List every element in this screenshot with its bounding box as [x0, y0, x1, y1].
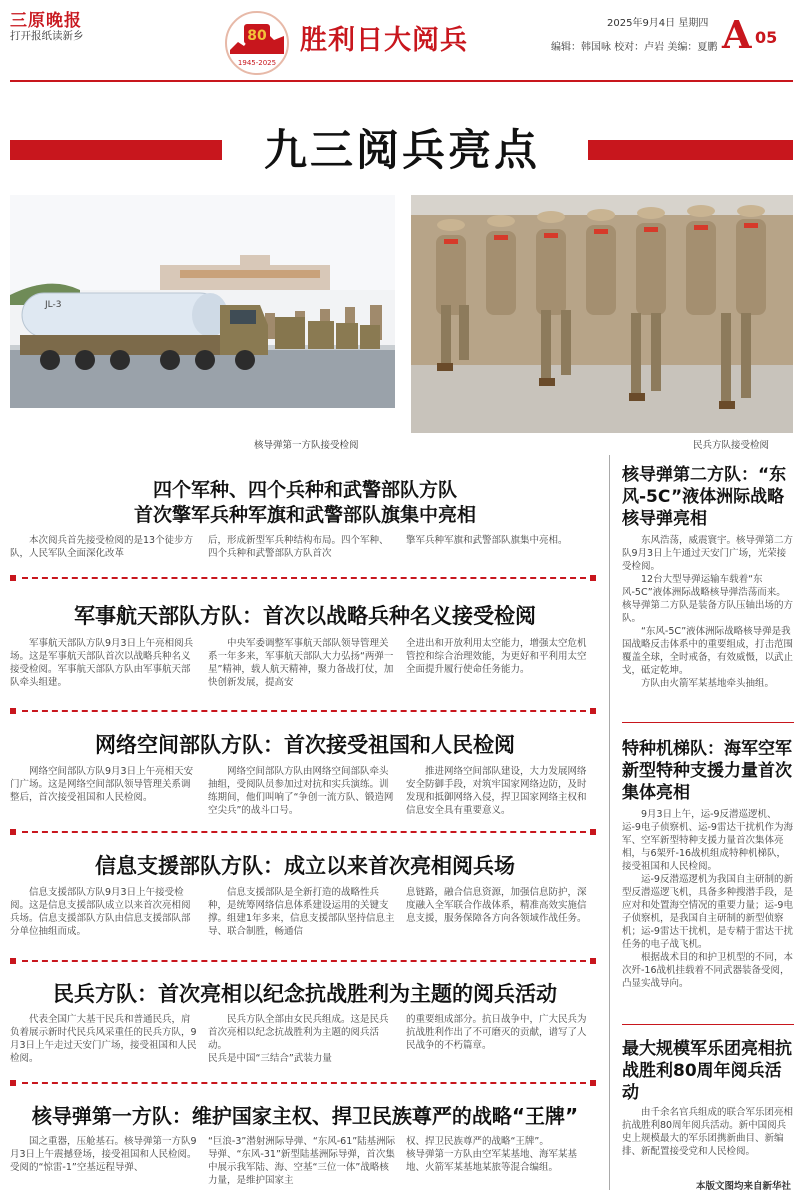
- sidebar-headline: 核导弹第二方队：“东风-5C”液体洲际战略核导弹亮相: [622, 465, 787, 529]
- editor-credits: 编辑：韩国咏 校对：卢岩 美编：夏鹏: [551, 42, 718, 53]
- masthead-slogan: 打开报纸读新乡: [10, 30, 84, 42]
- article-separator: [22, 710, 586, 712]
- separator-dot: [590, 958, 596, 964]
- article-column: 后，形成新型军兵种结构布局。四个军种、四个兵种和武警部队方队首次: [208, 535, 389, 559]
- separator-dot: [10, 575, 16, 581]
- separator-dot: [590, 1080, 596, 1086]
- masthead-logo: 三原晚报: [10, 11, 82, 31]
- article-column: 军事航天部队方队9月3日上午亮相阅兵场。这是军事航天部队首次以战略兵种名义接受检阅。军事航天部队方队由军事航天部队牵头组建。: [10, 638, 194, 688]
- sidebar-separator: [622, 1024, 794, 1025]
- article-headline: 网络空间部队方队：首次接受祖国和人民检阅: [95, 733, 515, 757]
- article-column: 全进出和开放利用太空能力，增强太空危机管控和综合治理效能，为更好和平利用太空全面提升履行使命任务能力。: [406, 638, 587, 675]
- article-column: 息链路，融合信息资源，加强信息防护，深度融入全军联合作战体系，精准高效实施信息支援，服务保障各方向各领域作战任务。: [406, 887, 587, 924]
- article-column: 代表全国广大基干民兵和普通民兵，肩负着展示新时代民兵风采重任的民兵方队，9月3日上午走过天安门广场，接受祖国和人民检阅。: [10, 1014, 197, 1064]
- separator-dot: [590, 708, 596, 714]
- header-rule: [10, 80, 793, 82]
- article-column: 信息支援部队是全新打造的战略性兵种，是统筹网络信息体系建设运用的关键支撑。组建1年多来，信息支援部队坚持信息主导、联合制胜，畅通信: [208, 887, 395, 937]
- page-letter: A: [722, 12, 752, 57]
- article-separator: [22, 831, 586, 833]
- article-column: 民兵方队全部由女民兵组成。这是民兵首次亮相以纪念抗战胜利为主题的阅兵活动。 民兵是中国“三结合”武装力量: [208, 1014, 389, 1064]
- article-headline: 军事航天部队方队：首次以战略兵种名义接受检阅: [74, 604, 536, 628]
- photo-credit: 本版文图均来自新华社: [695, 1181, 791, 1192]
- article-column: 权、捍卫民族尊严的战略“王牌”。 核导弹第一方队由空军某基地、海军某基地、火箭军某基地某旅等混合编组。: [406, 1136, 578, 1173]
- article-column: 网络空间部队方队由网络空间部队牵头抽组，受阅队员参加过对抗和实兵演练。训练期间，他们叫响了“争创一流方队、锻造网空尖兵”的战斗口号。: [208, 766, 394, 816]
- separator-dot: [10, 958, 16, 964]
- sidebar-headline: 最大规模军乐团亮相抗战胜利80周年阅兵活动: [622, 1039, 792, 1103]
- separator-dot: [590, 575, 596, 581]
- separator-dot: [10, 829, 16, 835]
- left-photo-caption: 核导弹第一方队接受检阅: [254, 440, 359, 451]
- victory-80-emblem: [224, 10, 290, 76]
- article-column: 擎军兵种军旗和武警部队旗集中亮相。: [406, 535, 568, 546]
- article-column: 中央军委调整军事航天部队领导管理关系一年多来，军事航天部队大力弘扬“两弹一星”精神，载人航天精神，聚力备战打仗，加快创新发展，提高安: [208, 638, 394, 688]
- militia-photo: [411, 195, 793, 433]
- emblem-years: 1945-2025: [237, 59, 277, 67]
- section-title: 胜利日大阅兵: [300, 25, 468, 56]
- sidebar-headline: 特种机梯队：海军空军新型特种支援力量首次集体亮相: [622, 739, 792, 803]
- separator-dot: [590, 829, 596, 835]
- banner-bar-left: [10, 140, 222, 160]
- separator-dot: [10, 1080, 16, 1086]
- sidebar-body: 东风浩荡，威震寰宇。核导弹第二方队9月3日上午通过天安门广场，光荣接受检阅。 12台大型导弹运输车载着“东风-5C”液体洲际战略核导弹浩荡而来。核导弹第二方队是装备方队压轴出场的方队。 “东风-5C”液体洲际战略核导弹是我国战略反击体系中的重要组成，打击范围覆盖全球，全时戒备，有效威慑，以武止戈，砥定乾坤。 方队由火箭军某基地牵头抽组。: [622, 535, 794, 689]
- page-number: 05: [755, 28, 778, 47]
- banner-title: 九三阅兵亮点: [264, 126, 540, 176]
- article-column: “巨浪-3”潜射洲际导弹、“东风-61”陆基洲际导弹、“东风-31”新型陆基洲际导弹，首次集中展示我军陆、海、空基“三位一体”战略核力量，是维护国家主: [208, 1136, 396, 1186]
- article-column: 本次阅兵首先接受检阅的是13个徒步方队，人民军队全面深化改革: [10, 535, 194, 559]
- banner-bar-right: [588, 140, 793, 160]
- article-separator: [22, 960, 586, 962]
- sidebar-body: 9月3日上午，运-9反潜巡逻机、运-9电子侦察机、运-9雷达干扰机作为海军、空军新型特种支援力量首次集体亮相，与6架歼-16战机组成特种机梯队，接受祖国和人民检阅。 运-9反潜巡逻机为我国自主研制的新型反潜巡逻飞机，具备多种搜潜手段，是应对和处置海空情况的重要力量；运-9电子侦察机，是我国自主研制的新型侦察机；运-9雷达干扰机，是专精于雷达干扰任务的电子战飞机。 根据战术目的和护卫机型的不同，本次歼-16战机挂载着不同武器装备受阅，凸显实战导向。: [622, 809, 794, 989]
- issue-date: 2025年9月4日 星期四: [607, 18, 709, 29]
- sidebar-body: 由千余名官兵组成的联合军乐团亮相抗战胜利80周年阅兵活动。新中国阅兵史上规模最大的军乐团携新曲目、新编排、新配置接受党和人民检阅。: [622, 1107, 794, 1157]
- article-separator: [22, 1082, 586, 1084]
- right-photo-caption: 民兵方队接受检阅: [693, 440, 770, 451]
- sidebar-separator: [622, 722, 794, 723]
- article-column: 的重要组成部分。抗日战争中，广大民兵为抗战胜利作出了不可磨灭的贡献，谱写了人民战争的不朽篇章。: [406, 1014, 587, 1051]
- article-headline: 民兵方队：首次亮相以纪念抗战胜利为主题的阅兵活动: [53, 982, 557, 1006]
- separator-dot: [10, 708, 16, 714]
- column-divider: [609, 455, 610, 1190]
- missile-photo: [10, 195, 395, 408]
- article-headline: 四个军种、四个兵种和武警部队方队 首次擎军兵种军旗和武警部队旗集中亮相: [133, 479, 476, 526]
- emblem-number: 80: [247, 28, 267, 44]
- article-column: 推进网络空间部队建设，大力发展网络安全防御手段，对筑牢国家网络边防，及时发现和抵御网络入侵，捍卫国家网络主权和信息安全具有重要意义。: [406, 766, 587, 816]
- article-column: 国之重器，压舱基石。核导弹第一方队9月3日上午震撼登场，接受祖国和人民检阅。 受阅的“惊雷-1”空基远程导弹、: [10, 1136, 197, 1173]
- article-headline: 信息支援部队方队：成立以来首次亮相阅兵场: [95, 854, 515, 878]
- article-column: 网络空间部队方队9月3日上午亮相天安门广场。这是网络空间部队领导管理关系调整后，首次接受祖国和人民检阅。: [10, 766, 194, 803]
- article-headline: 核导弹第一方队：维护国家主权、捍卫民族尊严的战略“王牌”: [31, 1104, 579, 1128]
- article-column: 信息支援部队方队9月3日上午接受检阅。这是信息支援部队成立以来首次亮相阅兵场。信息支援部队方队由信息支援部队部分单位抽组而成。: [10, 887, 191, 937]
- article-separator: [22, 577, 586, 579]
- missile-label: JL-3: [45, 300, 62, 310]
